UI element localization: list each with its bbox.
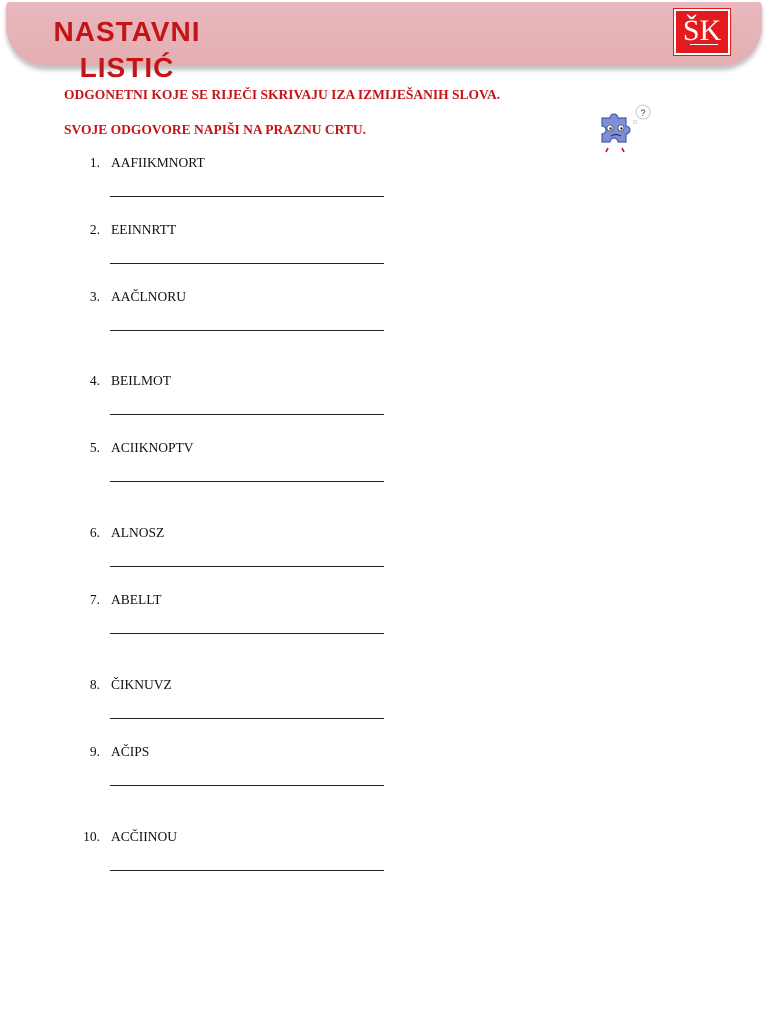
answer-line[interactable]: [110, 481, 384, 482]
question-mark: ?: [640, 108, 646, 118]
puzzle-piece-character-icon: [594, 104, 656, 154]
list-item: [0, 289, 460, 349]
book-icon: [690, 44, 718, 48]
answer-line[interactable]: [110, 718, 384, 719]
title-line-2: LISTIĆ: [79, 52, 175, 83]
list-item: [0, 222, 460, 282]
answer-line[interactable]: [110, 633, 384, 634]
scrambled-word: ABELLT: [111, 592, 162, 607]
scrambled-word: EEINNRTT: [111, 222, 177, 237]
list-item: [0, 744, 460, 804]
item-number: 9.: [89, 744, 100, 759]
list-item: [0, 829, 460, 889]
item-number: 8.: [89, 677, 100, 692]
list-item: [0, 592, 460, 652]
scrambled-word: BEILMOT: [111, 373, 171, 388]
scrambled-word: AAČLNORU: [111, 289, 187, 304]
item-number: 4.: [89, 373, 100, 388]
scrambled-word: ACIIKNOPTV: [111, 440, 194, 455]
list-item: [0, 155, 460, 215]
list-item: [0, 677, 460, 737]
item-number: 7.: [89, 592, 100, 607]
answer-line[interactable]: [110, 330, 384, 331]
answer-line[interactable]: [110, 196, 384, 197]
scrambled-word: ACČIINOU: [111, 829, 177, 844]
puzzle-body: [602, 114, 630, 142]
list-item: [0, 373, 460, 433]
scrambled-word: AČIPS: [111, 744, 150, 759]
scrambled-word: AAFIIKMNORT: [111, 155, 205, 170]
item-number: 6.: [89, 525, 100, 540]
item-number: 3.: [89, 289, 100, 304]
page-title: [42, 14, 212, 86]
logo-text: ŠK: [682, 14, 722, 47]
title-line-1: NASTAVNI: [53, 16, 201, 47]
scrambled-word: ČIKNUVZ: [111, 677, 172, 692]
item-number: 10.: [83, 829, 100, 844]
scrambled-word: ALNOSZ: [111, 525, 165, 540]
answer-line[interactable]: [110, 870, 384, 871]
instruction-line-2: SVOJE ODGOVORE NAPIŠI NA PRAZNU CRTU.: [64, 122, 367, 137]
instruction-line-1: ODGONETNI KOJE SE RIJEČI SKRIVAJU IZA IZMIJEŠANIH SLOVA.: [64, 87, 501, 102]
item-number: 1.: [89, 155, 100, 170]
answer-line[interactable]: [110, 263, 384, 264]
list-item: [0, 440, 460, 500]
answer-line[interactable]: [110, 566, 384, 567]
item-number: 2.: [89, 222, 100, 237]
answer-line[interactable]: [110, 785, 384, 786]
item-number: 5.: [89, 440, 100, 455]
school-logo: [674, 9, 730, 55]
answer-line[interactable]: [110, 414, 384, 415]
list-item: [0, 525, 460, 585]
